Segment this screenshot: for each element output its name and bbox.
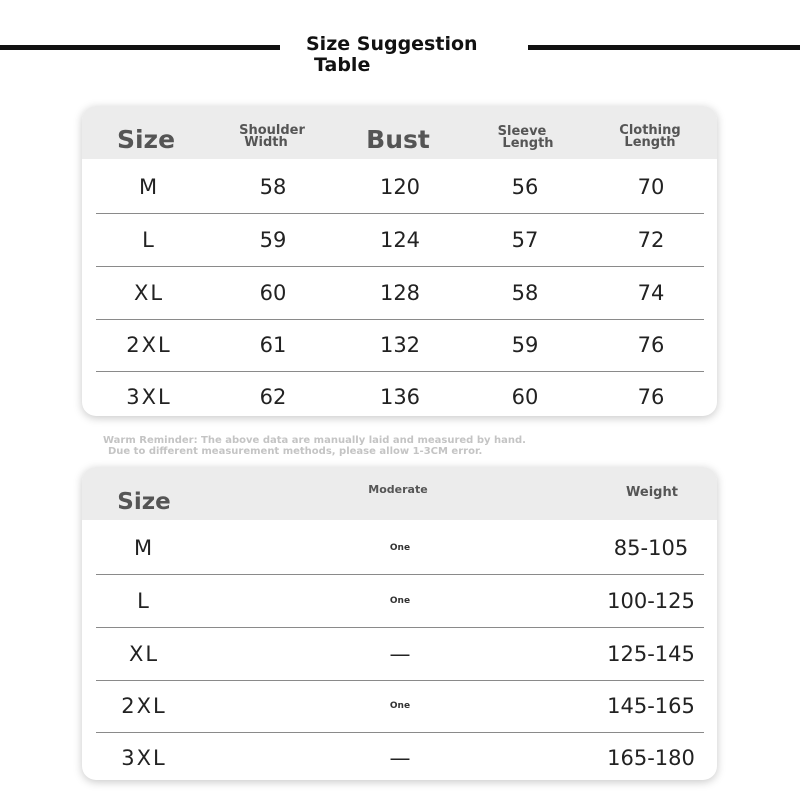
cell-size: L [137,589,151,613]
header-clothing-length [610,125,690,149]
title-divider-right [528,45,800,50]
cell-sleeve: 57 [511,228,539,252]
cell-weight: 145-165 [607,694,695,718]
cell-weight: 165-180 [607,746,695,770]
page-title-line1: Size Suggestion [306,33,478,55]
header-sleeve-line2: Length [502,136,554,151]
table-row [96,214,704,267]
cell-sleeve: 58 [511,281,539,305]
cell-size: 2XL [126,333,172,357]
header-moderate: Moderate [368,483,428,496]
cell-bust: 124 [379,228,421,252]
header-shoulder-line2: Width [244,135,288,150]
cell-clothing-length: 74 [637,281,665,305]
table-row [96,371,704,416]
cell-size: L [142,228,156,252]
cell-size: M [133,536,155,560]
cell-shoulder: 58 [259,175,287,199]
cell-size: XL [133,281,165,305]
cell-sleeve: 56 [511,175,539,199]
table-row [96,628,704,681]
cell-clothing-length: 76 [637,333,665,357]
header-shoulder-line1: Shoulder [239,123,305,138]
title-divider-left [0,45,280,50]
cell-sleeve: 59 [511,333,539,357]
size-measurement-table [82,106,717,416]
cell-shoulder: 61 [259,333,287,357]
header-weight: Weight [626,485,678,500]
cell-clothing-length: 72 [637,228,665,252]
cell-clothing-length: 76 [637,385,665,409]
cell-bust: 120 [379,175,421,199]
header-sleeve-line1: Sleeve [497,124,547,139]
header-shoulder-width [232,125,312,149]
table-row [96,680,704,733]
page-title-line2: Table [314,54,371,76]
cell-weight: 85-105 [613,536,689,560]
table-row [96,522,704,575]
cell-sleeve: 60 [511,385,539,409]
header-sleeve-length [482,126,562,150]
cell-shoulder: 59 [259,228,287,252]
cell-moderate: — [389,642,411,666]
cell-weight: 125-145 [607,642,695,666]
table-row [96,161,704,214]
cell-size: XL [128,642,160,666]
cell-moderate: One [389,543,411,553]
page-title [298,34,528,76]
header-clothing-line2: Length [624,135,676,150]
cell-bust: 132 [379,333,421,357]
header-size: Size [117,489,171,515]
cell-moderate: — [389,746,411,770]
cell-size: 3XL [121,746,167,770]
table-row [96,732,704,780]
cell-shoulder: 60 [259,281,287,305]
header-size: Size [116,125,176,154]
cell-weight: 100-125 [607,589,695,613]
cell-moderate: One [389,701,411,711]
table-row [96,319,704,372]
cell-bust: 128 [379,281,421,305]
weight-suggestion-table [82,467,717,780]
warm-reminder-note [103,435,583,457]
cell-shoulder: 62 [259,385,287,409]
cell-moderate: One [389,596,411,606]
table-row [96,575,704,628]
cell-clothing-length: 70 [637,175,665,199]
reminder-line1: Warm Reminder: The above data are manually laid and measured by hand. [103,435,526,446]
cell-size: 2XL [121,694,167,718]
cell-bust: 136 [379,385,421,409]
table-row [96,267,704,320]
header-bust: Bust [366,125,430,154]
reminder-line2: Due to different measurement methods, please allow 1-3CM error. [108,446,483,457]
header-clothing-line1: Clothing [619,123,681,138]
cell-size: 3XL [126,385,172,409]
cell-size: M [138,175,160,199]
